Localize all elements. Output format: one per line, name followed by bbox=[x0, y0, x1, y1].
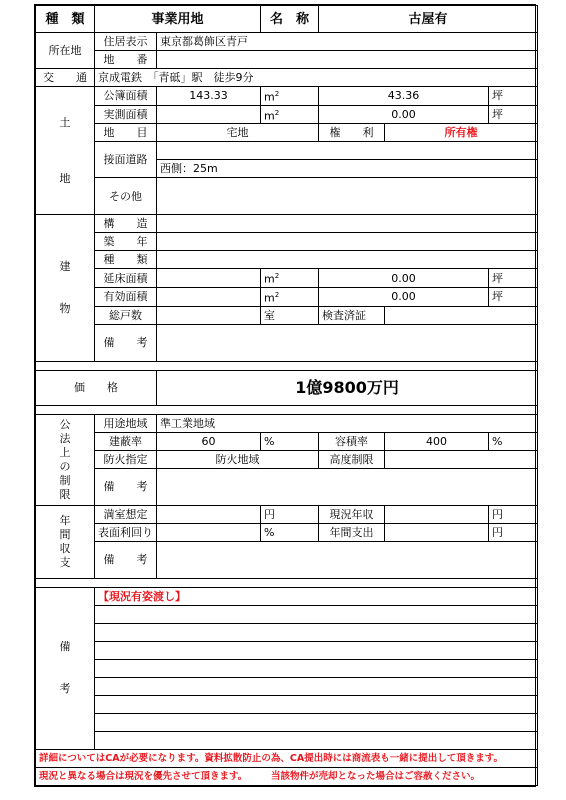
percent-unit: % bbox=[489, 432, 538, 450]
units-row bbox=[36, 306, 538, 324]
other-value bbox=[157, 178, 538, 197]
location-label: 所在地 bbox=[36, 33, 95, 69]
current-income-value bbox=[385, 505, 489, 523]
transport-label: 交 通 bbox=[36, 69, 95, 87]
land-label-top: 土 bbox=[59, 115, 71, 129]
registered-area-sqm: 143.33 bbox=[157, 87, 261, 106]
road-row bbox=[36, 142, 538, 160]
far-value: 400 bbox=[385, 432, 489, 450]
other-label: その他 bbox=[95, 178, 157, 215]
gap-row bbox=[36, 405, 538, 414]
zoning-label: 用途地域 bbox=[95, 414, 157, 432]
tsubo-unit: 坪 bbox=[489, 87, 538, 106]
actual-area-row bbox=[36, 105, 538, 124]
expense-label: 年間支出 bbox=[319, 523, 385, 541]
remarks-line bbox=[95, 605, 538, 623]
structure-label: 構 造 bbox=[95, 215, 157, 233]
height-value bbox=[385, 450, 538, 468]
zoning-row bbox=[36, 414, 538, 432]
regulation-remarks-value bbox=[157, 468, 538, 487]
coverage-label: 建蔽率 bbox=[95, 432, 157, 450]
name-label: 名 称 bbox=[261, 6, 319, 33]
sqm-unit: $m^2$ bbox=[261, 287, 319, 306]
price-row bbox=[36, 370, 538, 405]
remarks-label-top: 備 bbox=[59, 640, 71, 654]
remarks-line-row bbox=[36, 641, 538, 659]
units-label: 総戸数 bbox=[95, 306, 157, 324]
sqm-unit: $m^2$ bbox=[261, 269, 319, 288]
full-occupancy-row bbox=[36, 505, 538, 523]
current-income-label: 現況年収 bbox=[319, 505, 385, 523]
building-remarks-row bbox=[36, 324, 538, 343]
remarks-line-row bbox=[36, 659, 538, 677]
property-table bbox=[35, 5, 538, 786]
remarks-line bbox=[95, 641, 538, 659]
built-value bbox=[157, 233, 538, 251]
price-value: 1億9800万円 bbox=[157, 370, 538, 405]
note-row bbox=[36, 749, 538, 767]
fire-row bbox=[36, 450, 538, 468]
yen-unit: 円 bbox=[489, 523, 538, 541]
building-remarks-value bbox=[157, 324, 538, 343]
other-row bbox=[36, 178, 538, 197]
percent-unit: % bbox=[261, 432, 319, 450]
building-remarks-label: 備 考 bbox=[95, 324, 157, 361]
sqm-unit: $m^2$ bbox=[261, 105, 319, 124]
remarks-line-row bbox=[36, 587, 538, 605]
income-remarks-value bbox=[157, 541, 538, 560]
type-value bbox=[157, 251, 538, 269]
remarks-line bbox=[95, 623, 538, 641]
coverage-value: 60 bbox=[157, 432, 261, 450]
inspection-label: 検査済証 bbox=[319, 306, 385, 324]
registered-area-tsubo: 43.36 bbox=[319, 87, 489, 106]
income-remarks-label: 備 考 bbox=[95, 541, 157, 578]
gap bbox=[36, 405, 538, 414]
income-remarks-blank bbox=[157, 560, 538, 579]
actual-area-sqm bbox=[157, 105, 261, 124]
road-label: 接面道路 bbox=[95, 142, 157, 178]
coverage-row bbox=[36, 432, 538, 450]
units-value bbox=[157, 306, 261, 324]
remarks-line-row bbox=[36, 695, 538, 713]
address-value: 東京都葛飾区青戸 bbox=[157, 33, 538, 51]
transport-row bbox=[36, 69, 538, 87]
remarks-line-row bbox=[36, 605, 538, 623]
kind-label: 種 類 bbox=[36, 6, 95, 33]
note-line-2: 現況と異なる場合は現況を優先させて頂きます。 当該物件が売却となった場合はご容赦ください。 bbox=[36, 767, 538, 785]
regulation-label: 公法上の制限 bbox=[36, 414, 95, 505]
effective-area-label: 有効面積 bbox=[95, 287, 157, 306]
tsubo-unit: 坪 bbox=[489, 269, 538, 288]
room-unit: 室 bbox=[261, 306, 319, 324]
regulation-remarks-label: 備 考 bbox=[95, 468, 157, 505]
land-label bbox=[36, 87, 95, 215]
remarks-line bbox=[95, 659, 538, 677]
lot-label: 地 番 bbox=[95, 51, 157, 69]
registered-area-row bbox=[36, 87, 538, 106]
note-line-1: 詳細についてはCAが必要になります。資料拡散防止の為、CA提出時には商流表も一緒に提出して頂きます。 bbox=[36, 749, 538, 767]
remarks-line bbox=[95, 713, 538, 731]
actual-area-tsubo: 0.00 bbox=[319, 105, 489, 124]
building-label-top: 建 bbox=[59, 259, 71, 273]
income-remarks-row bbox=[36, 541, 538, 560]
remarks-line-row bbox=[36, 623, 538, 641]
land-label-bottom: 地 bbox=[59, 171, 71, 185]
remarks-line-row bbox=[36, 677, 538, 695]
actual-area-label: 実測面積 bbox=[95, 105, 157, 124]
name-value: 古屋有 bbox=[319, 6, 538, 33]
structure-value bbox=[157, 215, 538, 233]
gap bbox=[36, 361, 538, 370]
floor-area-label: 延床面積 bbox=[95, 269, 157, 288]
effective-area-tsubo: 0.00 bbox=[319, 287, 489, 306]
building-label bbox=[36, 215, 95, 361]
height-label: 高度制限 bbox=[319, 450, 385, 468]
road-value: 西側：25m bbox=[157, 160, 538, 178]
yield-value bbox=[157, 523, 261, 541]
remarks-line bbox=[95, 677, 538, 695]
yen-unit: 円 bbox=[489, 505, 538, 523]
expense-value bbox=[385, 523, 489, 541]
type-label: 種 類 bbox=[95, 251, 157, 269]
building-label-bottom: 物 bbox=[59, 301, 71, 315]
tsubo-unit: 坪 bbox=[489, 105, 538, 124]
rights-value: 所有権 bbox=[385, 124, 538, 142]
effective-area-row bbox=[36, 287, 538, 306]
header-row bbox=[36, 6, 538, 33]
remarks-line-row bbox=[36, 731, 538, 749]
effective-area-sqm bbox=[157, 287, 261, 306]
far-label: 容積率 bbox=[319, 432, 385, 450]
zoning-value: 準工業地域 bbox=[157, 414, 538, 432]
tsubo-unit: 坪 bbox=[489, 287, 538, 306]
other-blank bbox=[157, 196, 538, 215]
price-label: 価 格 bbox=[36, 370, 157, 405]
category-row bbox=[36, 124, 538, 142]
remarks-line bbox=[95, 695, 538, 713]
road-blank bbox=[157, 142, 538, 160]
address-row bbox=[36, 33, 538, 51]
regulation-remarks-blank bbox=[157, 487, 538, 506]
full-occupancy-value bbox=[157, 505, 261, 523]
transport-value: 京成電鉄 「青砥」駅 徒歩9分 bbox=[95, 69, 538, 87]
full-occupancy-label: 満室想定 bbox=[95, 505, 157, 523]
floor-area-tsubo: 0.00 bbox=[319, 269, 489, 288]
structure-row bbox=[36, 215, 538, 233]
remarks-line-1: 【現況有姿渡し】 bbox=[95, 587, 538, 605]
floor-area-sqm bbox=[157, 269, 261, 288]
remarks-line-row bbox=[36, 713, 538, 731]
remarks-label-bottom: 考 bbox=[59, 682, 71, 696]
note-row bbox=[36, 767, 538, 785]
remarks-label bbox=[36, 587, 95, 749]
income-label: 年間収支 bbox=[36, 505, 95, 578]
building-remarks-blank bbox=[157, 343, 538, 362]
sqm-unit: $m^2$ bbox=[261, 87, 319, 106]
property-sheet bbox=[34, 4, 536, 787]
lot-row bbox=[36, 51, 538, 69]
lot-value bbox=[157, 51, 538, 69]
yen-unit: 円 bbox=[261, 505, 319, 523]
category-label: 地 目 bbox=[95, 124, 157, 142]
gap-row bbox=[36, 361, 538, 370]
yield-label: 表面利回り bbox=[95, 523, 157, 541]
regulation-remarks-row bbox=[36, 468, 538, 487]
inspection-value bbox=[385, 306, 538, 324]
remarks-line bbox=[95, 731, 538, 749]
fire-label: 防火指定 bbox=[95, 450, 157, 468]
registered-area-label: 公簿面積 bbox=[95, 87, 157, 106]
gap bbox=[36, 578, 538, 587]
address-label: 住居表示 bbox=[95, 33, 157, 51]
percent-unit: % bbox=[261, 523, 319, 541]
category-value: 宅地 bbox=[157, 124, 319, 142]
fire-value: 防火地域 bbox=[157, 450, 319, 468]
yield-row bbox=[36, 523, 538, 541]
built-label: 築 年 bbox=[95, 233, 157, 251]
gap-row bbox=[36, 578, 538, 587]
floor-area-row bbox=[36, 269, 538, 288]
kind-value: 事業用地 bbox=[95, 6, 261, 33]
rights-label: 権 利 bbox=[319, 124, 385, 142]
type-row bbox=[36, 251, 538, 269]
built-row bbox=[36, 233, 538, 251]
